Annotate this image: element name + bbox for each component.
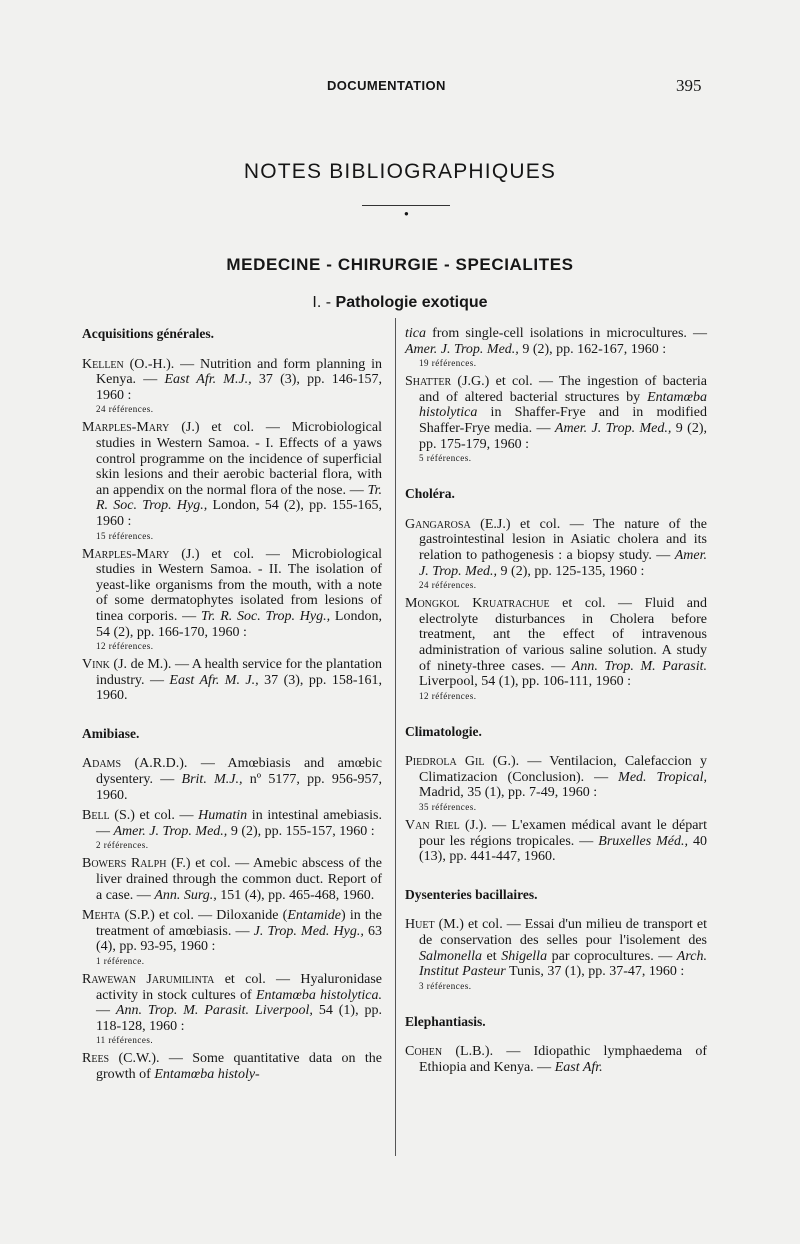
heading-elephantiasis: Elephantiasis. (405, 1013, 486, 1029)
ref-count: 19 références. (419, 358, 477, 369)
heading-cholera: Choléra. (405, 486, 455, 502)
section-title: MEDECINE - CHIRURGIE - SPECIALITES (226, 255, 574, 274)
ref-count: 24 références. (419, 580, 477, 591)
heading-dysenteries: Dysenteries bacillaires. (405, 886, 538, 902)
entry-shatter: Shatter (J.G.) et col. — The ingestion of bacteria and of altered bacterial structures by Entamœba histolytica in Shaffer-Frye and in modified Shaffer-Frye media. — Amer. J. Trop. Med., 9 (2), pp. 175-179, 1960 : (405, 374, 708, 452)
ref-count: 2 références. (96, 840, 149, 851)
ref-count: 3 références. (419, 980, 472, 991)
entry-bowers: Bowers Ralph (F.) et col. — Amebic abscess of the liver drained through the common duct. Report of a case. — Ann. Surg., 151 (4), pp. 465-468, 1960. (82, 856, 383, 903)
entry-marples-2: Marples-Mary (J.) et col. — Microbiological studies in Western Samoa. - II. The isolation of yeast-like organisms from the mouth, with a note of some dermatophytes isolated from lesions of tinea corporis. — Tr. R. Soc. Trop. Hyg., London, 54 (2), pp. 166-170, 1960 : (82, 546, 382, 640)
ref-count: 11 références. (96, 1035, 154, 1046)
right-column (405, 326, 707, 1076)
entry-marples-1: Marples-Mary (J.) et col. — Microbiological studies in Western Samoa. - I. Effects of a yaws control programme on the incidence of superficial skin lesions and their aerobic bacterial flora, with an appendix on the normal flora of the nose. — Tr. R. Soc. Trop. Hyg., London, 54 (2), pp. 155-165, 1960 : (82, 420, 382, 529)
left-column (82, 326, 382, 1083)
ref-count: 12 références. (96, 641, 154, 652)
entry-rees: Rees (C.W.). — Some quantitative data on the growth of Entamœba histoly- (82, 1051, 382, 1082)
ref-count: 35 références. (419, 802, 477, 813)
entry-piedrola: Piedrola Gil (G.). — Ventilacion, Calefaccion y Climatizacion (Conclusion). — Med. Tropical, Madrid, 35 (1), pp. 7-49, 1960 : (405, 754, 707, 801)
heading-climatologie: Climatologie. (405, 723, 482, 739)
ref-count: 5 références. (419, 453, 472, 464)
entry-mehta: Mehta (S.P.) et col. — Diloxanide (Entamide) in the treatment of amœbiasis. — J. Trop. Med. Hyg., 63 (4), pp. 93-95, 1960 : (82, 908, 383, 955)
heading-amibiase: Amibiase. (82, 725, 140, 741)
rule-dot: ● (404, 209, 409, 218)
entry-mongkol: Mongkol Kruatrachue et col. — Fluid and electrolyte disturbances in Cholera before treatment, ant the effect of intravenous administration of various saline solution. A study of ninety-three cases. — Ann. Trop. M. Parasit. Liverpool, 54 (1), pp. 106-111, 1960 : (405, 596, 707, 690)
title-rule (362, 205, 450, 206)
entry-gangarosa: Gangarosa (E.J.) et col. — The nature of the gastrointestinal lesion in Asiatic cholera and its relation to pathogenesis : a biopsy study. — Amer. J. Trop. Med., 9 (2), pp. 125-135, 1960 : (405, 516, 707, 579)
ref-count: 12 références. (419, 690, 477, 701)
entry-huet: Huet (M.) et col. — Essai d'un milieu de transport et de conservation des selles pour l'isolement des Salmonella et Shigella par coprocultures. — Arch. Institut Pasteur Tunis, 37 (1), pp. 37-47, 1960 : (405, 917, 707, 980)
ref-count: 1 référence. (96, 956, 145, 966)
subsection-number: I. - (312, 294, 332, 311)
ref-count: 24 références. (96, 404, 154, 415)
entry-rees-continued: tica from single-cell isolations in microcultures. — Amer. J. Trop. Med., 9 (2), pp. 162-167, 1960 : (405, 326, 707, 357)
column-divider (395, 318, 396, 1156)
entry-adams: Adams (A.R.D.). — Amœbiasis and amœbic dysentery. — Brit. M.J., nº 5177, pp. 956-957, 1960. (82, 756, 382, 803)
entry-rawewan: Rawewan Jarumilinta et col. — Hyaluronidase activity in stock cultures of Entamœba histolytica. — Ann. Trop. M. Parasit. Liverpool, 54 (1), pp. 118-128, 1960 : (82, 972, 382, 1034)
entry-cohen: Cohen (L.B.). — Idiopathic lymphaedema of Ethiopia and Kenya. — East Afr. (405, 1044, 707, 1075)
subsection-title (0, 294, 800, 312)
main-title: NOTES BIBLIOGRAPHIQUES (243, 160, 557, 183)
heading-acquisitions: Acquisitions générales. (82, 326, 215, 341)
entry-bell: Bell (S.) et col. — Humatin in intestinal amebiasis. — Amer. J. Trop. Med., 9 (2), pp. 155-157, 1960 : (82, 808, 382, 839)
running-header (0, 76, 800, 96)
entry-van-riel: Van Riel (J.). — L'examen médical avant le départ pour les régions tropicales. — Bruxelles Méd., 40 (13), pp. 441-447, 1960. (405, 818, 707, 865)
entry-vink: Vink (J. de M.). — A health service for the plantation industry. — East Afr. M. J., 37 (3), pp. 158-161, 1960. (82, 657, 382, 704)
ref-count: 15 références. (96, 530, 154, 541)
subsection-name: Pathologie exotique (335, 294, 488, 311)
entry-kellen: Kellen (O.-H.). — Nutrition and form planning in Kenya. — East Afr. M.J., 37 (3), pp. 146-157, 1960 : (82, 356, 382, 403)
running-title: DOCUMENTATION (327, 78, 446, 93)
page-number: 395 (676, 76, 702, 95)
